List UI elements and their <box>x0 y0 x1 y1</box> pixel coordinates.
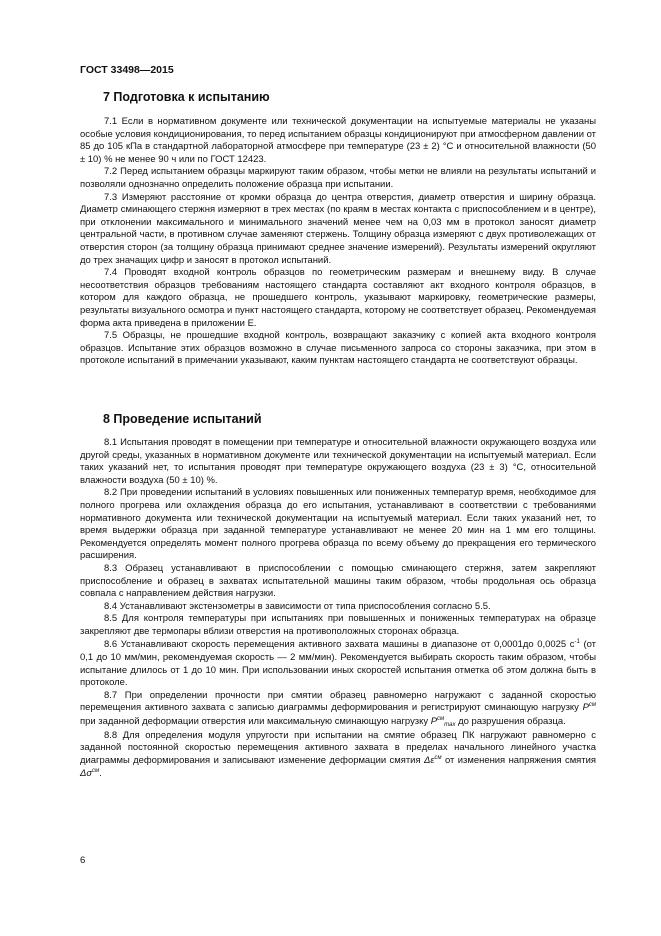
section-7-title: 7 Подготовка к испытанию <box>103 90 270 104</box>
paragraph-7-2: 7.2 Перед испытанием образцы маркируют таким образом, чтобы метки не влияли на результаты испытаний и позволяли однозначно определить положение образца при испытании. <box>80 166 596 190</box>
paragraph-8-1: 8.1 Испытания проводят в помещении при температуре и относительной влажности окружающего воздуха или другой среды, указанных в нормативном документе или технической документации на испытуемый материал. Если таких указаний нет, то испытания проводят при температуре окружающего воздуха (23 ± 3) °С, относительной влажности воздуха (50 ± 10) %. <box>80 437 596 486</box>
paragraph-8-7 <box>80 690 596 730</box>
paragraph-8-8-part-c: . <box>99 768 102 780</box>
paragraph-7-4: 7.4 Проводят входной контроль образцов по геометрическим размерам и внешнему виду. В случае несоответствия образцов требованиям настоящего стандарта составляют акт входного контроля образцов, в котором для каждого образца, не прошедшего контроль, указывают маркировку, геометрические размеры, результаты визуального осмотра и пункт настоящего стандарта, которому не соответствует образец. Рекомендуемая форма акта приведена в приложении Е. <box>80 267 596 329</box>
paragraph-8-8-part-b: от изменения напряжения смятия <box>441 754 596 766</box>
symbol-p-cm-sup: см <box>588 702 596 709</box>
paragraph-8-3: 8.3 Образец устанавливают в приспособлении с помощью сминающего стержня, затем закрепляют приспособление и образец в захватах испытательной машины таким образом, чтобы продольная ось образца совпала с направлением действия нагрузки. <box>80 562 596 600</box>
symbol-p-cm <box>583 702 596 713</box>
symbol-delta-sigma-sup: см <box>92 768 100 775</box>
symbol-p-cm-base: P <box>582 702 589 714</box>
page-number: 6 <box>80 855 86 866</box>
section-7-body <box>80 116 596 368</box>
paragraph-8-7-part-b: при заданной деформации отверстия или максимальную сминающую нагрузку <box>80 716 431 728</box>
paragraph-8-6 <box>80 639 596 690</box>
symbol-delta-sigma-base: Δσ <box>80 768 93 780</box>
symbol-p-max <box>431 716 456 727</box>
symbol-delta-epsilon-sup: см <box>434 754 442 761</box>
document-code: ГОСТ 33498—2015 <box>80 64 174 76</box>
symbol-delta-sigma <box>80 768 99 779</box>
section-8-body <box>80 437 596 782</box>
symbol-delta-epsilon-base: Δε <box>423 754 435 766</box>
paragraph-8-8 <box>80 730 596 782</box>
paragraph-8-2: 8.2 При проведении испытаний в условиях повышенных или пониженных температур время, необходимое для полного прогрева или охлаждения образца до его испытания, устанавливают в соответствии с требованиями нормативного документа или технической документации на испытуемый материал. Если таких указаний нет, то время выдержки образца при заданной температуре устанавливают не менее 20 мин на 1 мм его толщины. Рекомендуется определять момент полного прогрева образца по всему объему до прекращения его термического расширения. <box>80 487 596 562</box>
paragraph-8-6-part-b: (от 0,1 до 10 мм/мин, рекомендуемая скорость — 2 мм/мин). Рекомендуется выбирать скорость таким образом, чтобы испытание длилось от 1 до 10 мин. При использовании иных скоростей испытания отметка об этом должна быть в протоколе. <box>80 638 596 689</box>
symbol-p-max-base: P <box>430 716 437 728</box>
paragraph-7-3: 7.3 Измеряют расстояние от кромки образца до центра отверстия, диаметр отверстия и ширину образца. Диаметр сминающего стержня измеряют в трех местах (по краям в местах контакта с приспособлением и в центре), при отклонении максимального и минимального значений менее чем на 0,03 мм в протокол заносят диаметр центральной части, в противном случае заменяют стержень. Толщину образца измеряют с двух противолежащих от отверстия сторон (за толщину образца принимают среднее значение измерений). Результаты измерений округляют до трех значащих цифр и заносят в протокол испытаний. <box>80 191 596 266</box>
paragraph-7-1: 7.1 Если в нормативном документе или технической документации на испытуемые материалы не указаны особые условия кондиционирования, то перед испытанием образцы кондиционируют при атмосферном давлении от 85 до 105 кПа в стандартной лабораторной атмосфере при температуре (23 ± 2) °С и относительной влажности (50 ± 10) % не менее 90 ч или по ГОСТ 12423. <box>80 116 596 165</box>
section-8-title: 8 Проведение испытаний <box>103 412 262 426</box>
paragraph-8-5: 8.5 Для контроля температуры при испытаниях при повышенных и пониженных температурах на образце закрепляют две термопары вблизи отверстия на противоположных сторонах образца. <box>80 613 596 637</box>
symbol-p-max-sup: см <box>437 716 445 723</box>
paragraph-8-7-part-c: до разрушения образца. <box>455 716 566 728</box>
paragraph-7-5: 7.5 Образцы, не прошедшие входной контроль, возвращают заказчику с копией акта входного контроля образцов. Испытание этих образцов возможно в случае письменного запроса со стороны заказчика, при этом в протоколе испытаний в примечании указывают, каким пунктам настоящего стандарта не соответствуют образцы. <box>80 330 596 367</box>
paragraph-8-6-superscript: -1 <box>574 638 580 645</box>
paragraph-8-6-part-a: 8.6 Устанавливают скорость перемещения активного захвата машины в диапазоне от 0,0001до 0,0025 с <box>104 638 575 650</box>
paragraph-8-7-part-a: 8.7 При определении прочности при смятии образец равномерно нагружают с заданной скоростью перемещения активного захвата с записью диаграммы деформирования и регистрируют сминающую нагрузку <box>80 689 596 714</box>
symbol-delta-epsilon <box>424 755 442 766</box>
paragraph-8-4: 8.4 Устанавливают экстензометры в зависимости от типа приспособления согласно 5.5. <box>104 600 491 612</box>
symbol-p-max-sub: max <box>444 722 456 729</box>
paragraph-8-8-part-a: 8.8 Для определения модуля упругости при испытании на смятие образец ПК нагружают равномерно с заданной постоянной скоростью перемещения активного захвата в пределах начального линейного участка диаграммы деформирования и записывают изменение деформации смятия <box>80 729 596 766</box>
